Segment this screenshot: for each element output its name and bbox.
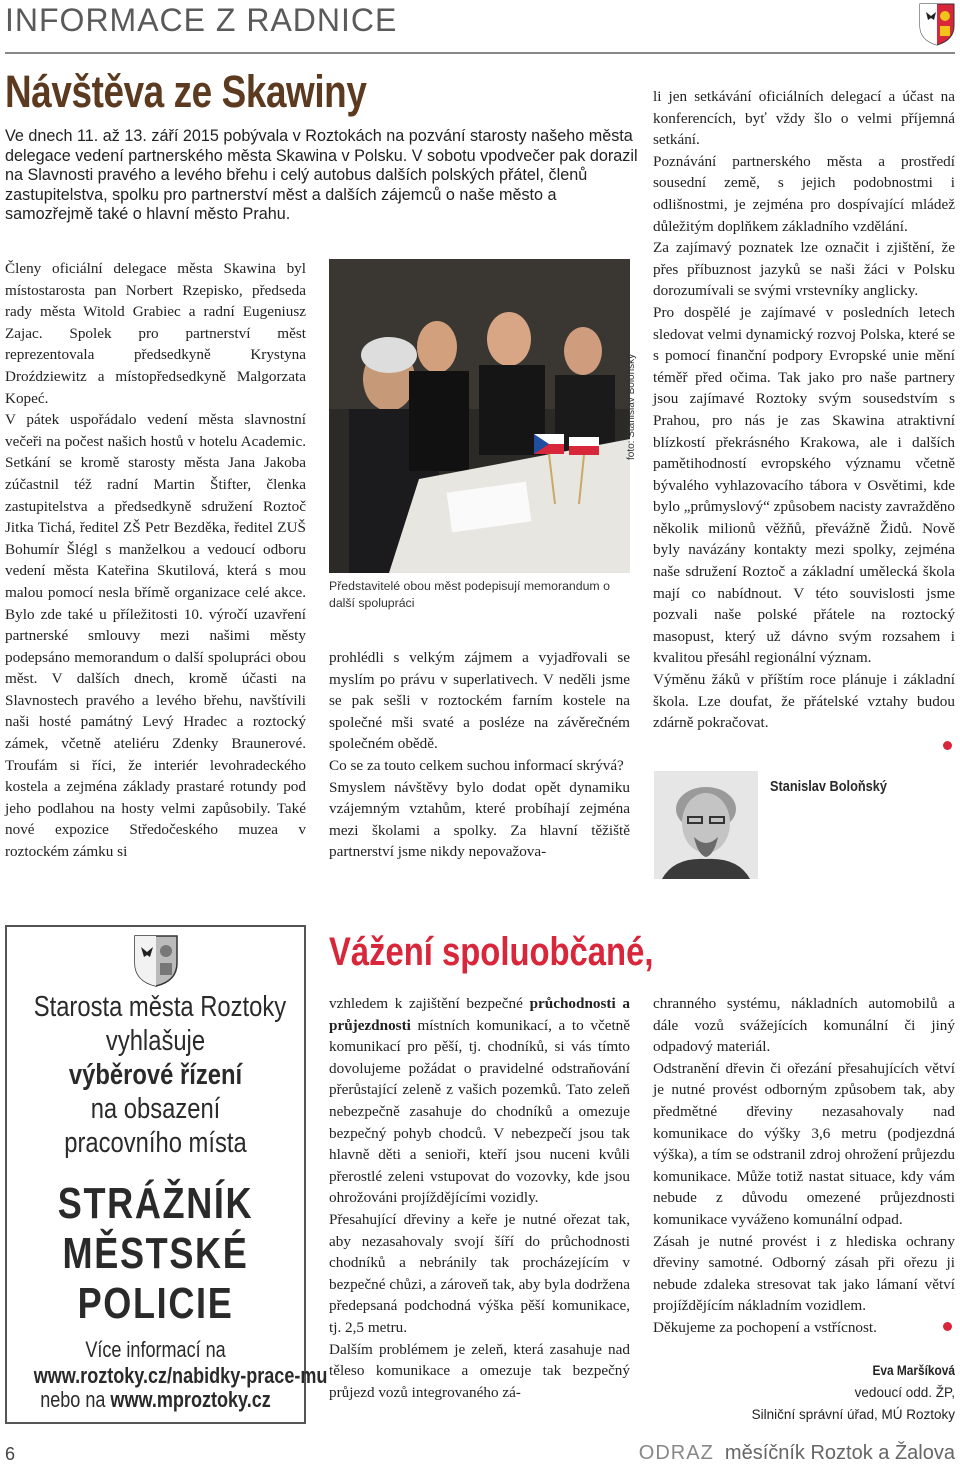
paragraph: prohlédli s velkým zájmem a vyjadřovali se myslím po právu v superlativech. V neděli jsme se pak sešli v roztockém farním kostele na společné mši svaté a posléze na závěrečném společném obědě. (329, 649, 630, 753)
ad-line-mayor: Starosta města Roztoky (33, 991, 287, 1023)
header-rule (5, 52, 955, 54)
ad-job-title-3: POLICIE (77, 1279, 234, 1328)
paragraph: Dalším problémem je zeleň, která zasahuje nad těleso komunikace a omezuje tak bezpečný průjezd vozů integrovaného zá- (329, 1340, 630, 1401)
article-column-1 (5, 258, 306, 863)
text-rest: místních komunikací, a to včetně komunikací pro pěší, tj. chodníků, si vás tímto dovolujeme požádat o pravidelné odstraňování přerůstající zeleně z vašich pozemků. Tato zeleň nebezpečně zasahuje do chodníků a omezuje bezpečný pohyb chodců. V nebezpečí jsou tak hlavně děti a senioři, kteří jsou nuceni kvůli přerostlé zeleni vstupovat do vozovky, kde jsou ohrožováni projíždějícími vozidly. (329, 1016, 630, 1207)
city-crest-icon (918, 2, 956, 46)
magazine-name: ODRAZ (638, 1442, 714, 1464)
article2-column-2 (653, 993, 955, 1339)
ad-job-title-2: MĚSTSKÉ (62, 1229, 249, 1278)
paragraph: Členy oficiální delegace města Skawina byl místostarosta pan Norbert Rzepisko, předseda rady města Witold Grabiec a radní Eugeniusz Zajac. Spolek pro partnerství měst reprezentovala předsedkyně Krystyna Droździewitz a místopředsedkyně Malgorzata Kopeć. (5, 260, 306, 407)
ad-job-title-1: STRÁŽNÍK (57, 1179, 254, 1228)
ad-url-2[interactable]: www.mproztoky.cz (110, 1387, 271, 1412)
ad-or: nebo na (40, 1387, 106, 1412)
paragraph: Za zajímavý poznatek lze označit i zjištění, že přes příbuznost jazyků se naši žáci v Polsku dorozumívali se svými vrstevníky anglicky. (653, 239, 955, 300)
signature-role: vedoucí odd. ŽP, (854, 1385, 955, 1400)
job-ad-box (5, 925, 328, 1424)
article-lead: Ve dnech 11. až 13. září 2015 pobývala v Roztokách na pozvání starosty našeho města delegace vedení partnerského města Skawina v Polsku. V sobotu vpodvečer pak dorazil na Slavnosti pravého a levého břehu i celý autobus dalších polských přátel, členů zastupitelstva, spolku pro partnerství měst a dalších zájemců o naše město a samozřejmě také o hlavní město Prahu. (5, 127, 638, 223)
signature-office: Silniční správní úřad, MÚ Roztoky (751, 1407, 955, 1422)
paragraph: Přesahující dřeviny a keře je nutné ořezat tak, aby nezasahovaly svojí šíří do průchodnosti chodníků a nebránily tak procházejícím v bezpečné chůzi, a zároveň tak, aby byla dodržena předepsaná podchodná výška pěší komunikace, tj. 2,5 metru. (329, 1210, 630, 1336)
magazine-subtitle: měsíčník Roztok a Žalova (724, 1442, 955, 1464)
paragraph: Děkujeme za pochopení a vstřícnost. (653, 1318, 877, 1336)
ad-line-announces: vyhlašuje (105, 1025, 206, 1057)
article2-signature (655, 1360, 955, 1426)
paragraph: Odstranění dřevin či ořezání přesahujících větví je nutné provést odborným způsobem tak, aby předmětné dřeviny nezasahovaly nad komunikace do výšky 3,6 metru (podjezdná výška), a tím se odstranil zdroj ohrožení průjezdu komunikace. Může totiž nastat situace, kdy vám nebude z důvodu omezené průjezdnosti komunikace vyváženo komunální odpad. (653, 1059, 955, 1228)
ad-line-position: pracovního místa (64, 1127, 247, 1159)
signature-name: Eva Maršíková (872, 1363, 955, 1378)
article2-title: Vážení spoluobčané, (329, 930, 654, 974)
end-mark-icon (943, 1322, 952, 1331)
photo-caption: Představitelé obou měst podepisují memorandum o další spolupráci (329, 579, 610, 610)
signing-photo (329, 259, 630, 573)
page-number: 6 (5, 1444, 16, 1464)
end-mark-icon (943, 741, 952, 750)
paragraph: Poznávání partnerského města a prostředí sousední země, s jejich podobnostmi i odlišnostmi, je zejména pro dospívající mládež důležitým doplňkem základního vzdělání. (653, 152, 955, 235)
article-author: Stanislav Boloňský (770, 778, 887, 795)
ad-more-info: Více informací na (85, 1337, 226, 1362)
article-title: Návštěva ze Skawiny (5, 66, 367, 117)
city-crest-icon (132, 933, 180, 992)
paragraph: Výměnu žáků v příštím roce plánuje i základní škola. Lze doufat, že přátelské vztahy budou zdárně pokračovat. (653, 671, 955, 732)
paragraph: chranného systému, nákladních automobilů a dále vozů svážejících komunální či jiný odpadový materiál. (653, 995, 955, 1056)
article-column-2 (329, 647, 630, 863)
author-portrait (654, 771, 758, 879)
ad-or-line (34, 1387, 278, 1413)
paragraph (329, 993, 630, 1209)
article2-column-1 (329, 993, 630, 1403)
photo-credit: foto: Stanislav Boloňský (626, 353, 637, 460)
paragraph: Co se za touto celkem suchou informací skrývá? (329, 756, 624, 774)
footer-masthead (639, 1442, 955, 1465)
ad-line-filling: na obsazení (90, 1093, 221, 1125)
section-title: INFORMACE Z RADNICE (5, 2, 398, 38)
paragraph: Zásah je nutné provést i z hlediska ochrany dřeviny samotné. Odborný zásah při ořezu ji nebude zdaleka stresovat tak jako lámaní větví projíždějícím nákladním vozidlem. (653, 1232, 955, 1315)
ad-url-1[interactable]: www.roztoky.cz/nabidky-prace-mu (33, 1363, 328, 1388)
article-column-3 (653, 86, 955, 734)
text-bold: průchodnosti a průjezdnosti (329, 995, 630, 1034)
paragraph: Smyslem návštěvy bylo dodat opět dynamiku vzájemným vztahům, které probíhají zejména mezi školami a spolky. Za hlavní těžiště partnerství jsme nikdy nepovažova- (329, 778, 630, 861)
paragraph: V pátek uspořádalo vedení města slavnostní večeři na počest našich hostů v hotelu Academic. Setkání se kromě starosty města Jana Jakoba zúčastnil též radní Martin Štifter, členka zastupitelstva a předsedkyně sdružení Roztoč Jitka Tichá, ředitel ZŠ Petr Bezděka, ředitel ZUŠ Bohumír Šlégl s manželkou a vedoucí odboru vedení města Kateřina Skutilová, která s mou malou pomocí nesla břímě organizace celé akce. Bylo zde také u příležitosti 10. výročí uzavření partnerské smlouvy mezi našimi městy podepsáno memorandum o další spolupráci obou měst. V dalších dnech, kromě účasti na Slavnostech pravého a levého břehu, navštívili naši hosté památný Levý Hradec a roztocký zámek, včetně ateliéru Zdenky Braunerové. Troufám si říci, že interiér levohradeckého kostela a zejména základy prastaré rotundy pod jeho podlahou na hosty velmi zapůsobily. Také nové expozice Středočeského muzea v roztockém zámku si (5, 411, 306, 861)
paragraph: Pro dospělé je zajímavé v posledních letech sledovat velmi dynamický rozvoj Polska, které se s pomocí finanční podpory Evropské unie mění téměř před očima. Tak jako pro naše partnery jsou zajímavé Roztoky svým sousedstvím s Prahou, pro nás je zas Skawina atraktivní blízkostí překrásného Krakowa, ale i dalších pamětihodností evropského významu včetně bývalého vyhlazovacího tábora v Osvětimi, kde bylo „průmyslový“ způsobem nacisty zavražděno několik milionů věžňů, převážně Židů. Nově byly navázány kontakty mezi spolky, zejména naše sdružení Roztoč a základní umělecká škola mají co nabídnout. V této souvislosti jsme pozvali naše polské přátele na roztocký masopust, který už dávno svým rozsahem i kvalitou přesáhl regionální význam. (653, 303, 955, 667)
paragraph: li jen setkávání oficiálních delegací a účast na konferencích, byť vždy šlo o velmi příjemná setkání. (653, 88, 955, 149)
text-intro: vzhledem k zajištění bezpečné (329, 995, 530, 1012)
ad-line-selection: výběrové řízení (68, 1059, 243, 1091)
